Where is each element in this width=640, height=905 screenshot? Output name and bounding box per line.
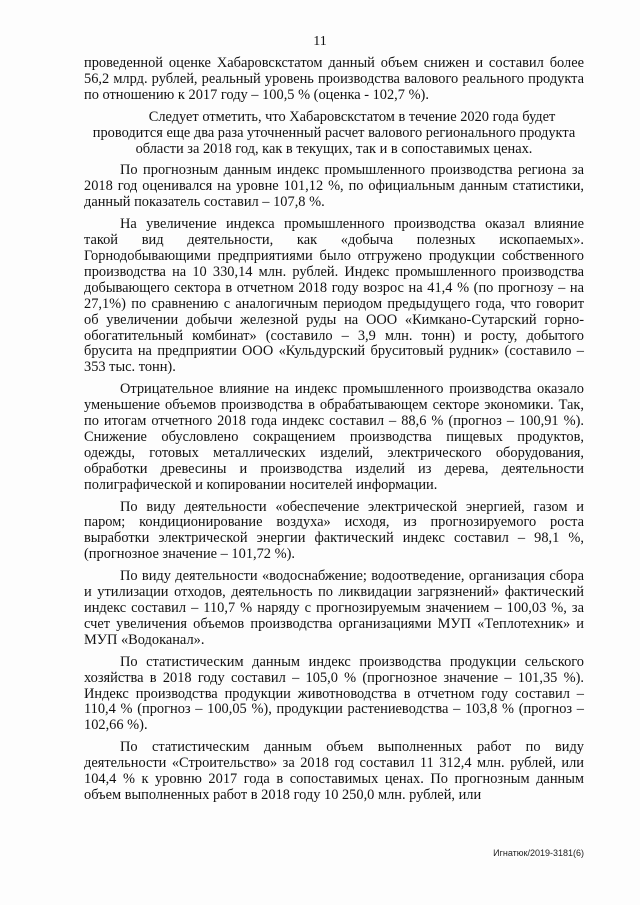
paragraph-industrial-index: По прогнозным данным индекс промышленного производства региона за 2018 год оценивался на уровне 101,12 %, по официальным данным статистики, данный показатель составил – 107,8 %.: [84, 162, 584, 211]
paragraph-agriculture: По статистическим данным индекс производства продукции сельского хозяйства в 2018 году составил – 105,0 % (прогнозное значение – 101,35 %). Индекс производства продукции животноводства в отчетном году составил – 110,4 % (прогноз – 100,05 %), продукции растениеводства – 103,8 % (прогноз – 102,66 %).: [84, 653, 584, 734]
footer-document-code: Игнатюк/2019-3181(6): [493, 848, 584, 858]
paragraph-energy: По виду деятельности «обеспечение электрической энергией, газом и паром; кондиционирование воздуха» исходя, из прогнозируемого роста выработки электрической энергии фактический индекс составил – 98,1 %, (прогнозное значение – 101,72 %).: [84, 498, 584, 563]
paragraph-manufacturing: Отрицательное влияние на индекс промышленного производства оказало уменьшение объемов производства в обрабатывающем секторе экономики. Так, по итогам отчетного 2018 года индекс составил – 88,6 % (прогноз – 100,91 %). Снижение обусловлено сокращением производства пищевых продуктов, одежды, готовых металлических изделий, электрического оборудования, обработки древесины и производства изделий из дерева, деятельности полиграфической и копировании носителей информации.: [84, 381, 584, 493]
paragraph-grp-recalculation: Следует отметить, что Хабаровскстатом в течение 2020 года будет проводится еще два раза уточненный расчет валового регионального продукта области за 2018 год, как в текущих, так и в сопоставимых ценах.: [92, 108, 576, 157]
paragraph-mining: На увеличение индекса промышленного производства оказал влияние такой вид деятельности, как «добыча полезных ископаемых». Горнодобывающими предприятиями было отгружено продукции собственного производства на 10 330,14 млн. рублей. Индекс промышленного производства добывающего сектора в отчетном 2018 году возрос на 41,4 % (по прогнозу – на 27,1%) по сравнению с аналогичным периодом предыдущего года, что говорит об увеличении добычи железной руды на ООО «Кимкано-Сутарский горно-обогатительный комбинат» (составило – 3,9 млн. тонн) и росту, добытого брусита на предприятии ООО «Кульдурский бруситовый рудник» (составило – 353 тыс. тонн).: [84, 216, 584, 376]
paragraph-construction: По статистическим данным объем выполненных работ по виду деятельности «Строительство» за 2018 год составил 11 312,4 млн. рублей, или 104,4 % к уровню 2017 года в сопоставимых ценах. По прогнозным данным объем выполненных работ в 2018 году 10 250,0 млн. рублей, или: [84, 739, 584, 803]
document-body: [84, 56, 584, 810]
page-number: 11: [313, 34, 327, 49]
paragraph-continuation: проведенной оценке Хабаровскстатом данный объем снижен и составил более 56,2 млрд. рублей, реальный уровень производства валового реального продукта по отношению к 2017 году – 100,5 % (оценка - 102,7 %).: [84, 55, 584, 103]
paragraph-water-supply: По виду деятельности «водоснабжение; водоотведение, организация сбора и утилизации отходов, деятельность по ликвидации загрязнений» фактический индекс составил – 110,7 % наряду с прогнозируемым значением – 100,03 %, за счет увеличения объемов производства организациями МУП «Теплотехник» и МУП «Водоканал».: [84, 568, 584, 648]
